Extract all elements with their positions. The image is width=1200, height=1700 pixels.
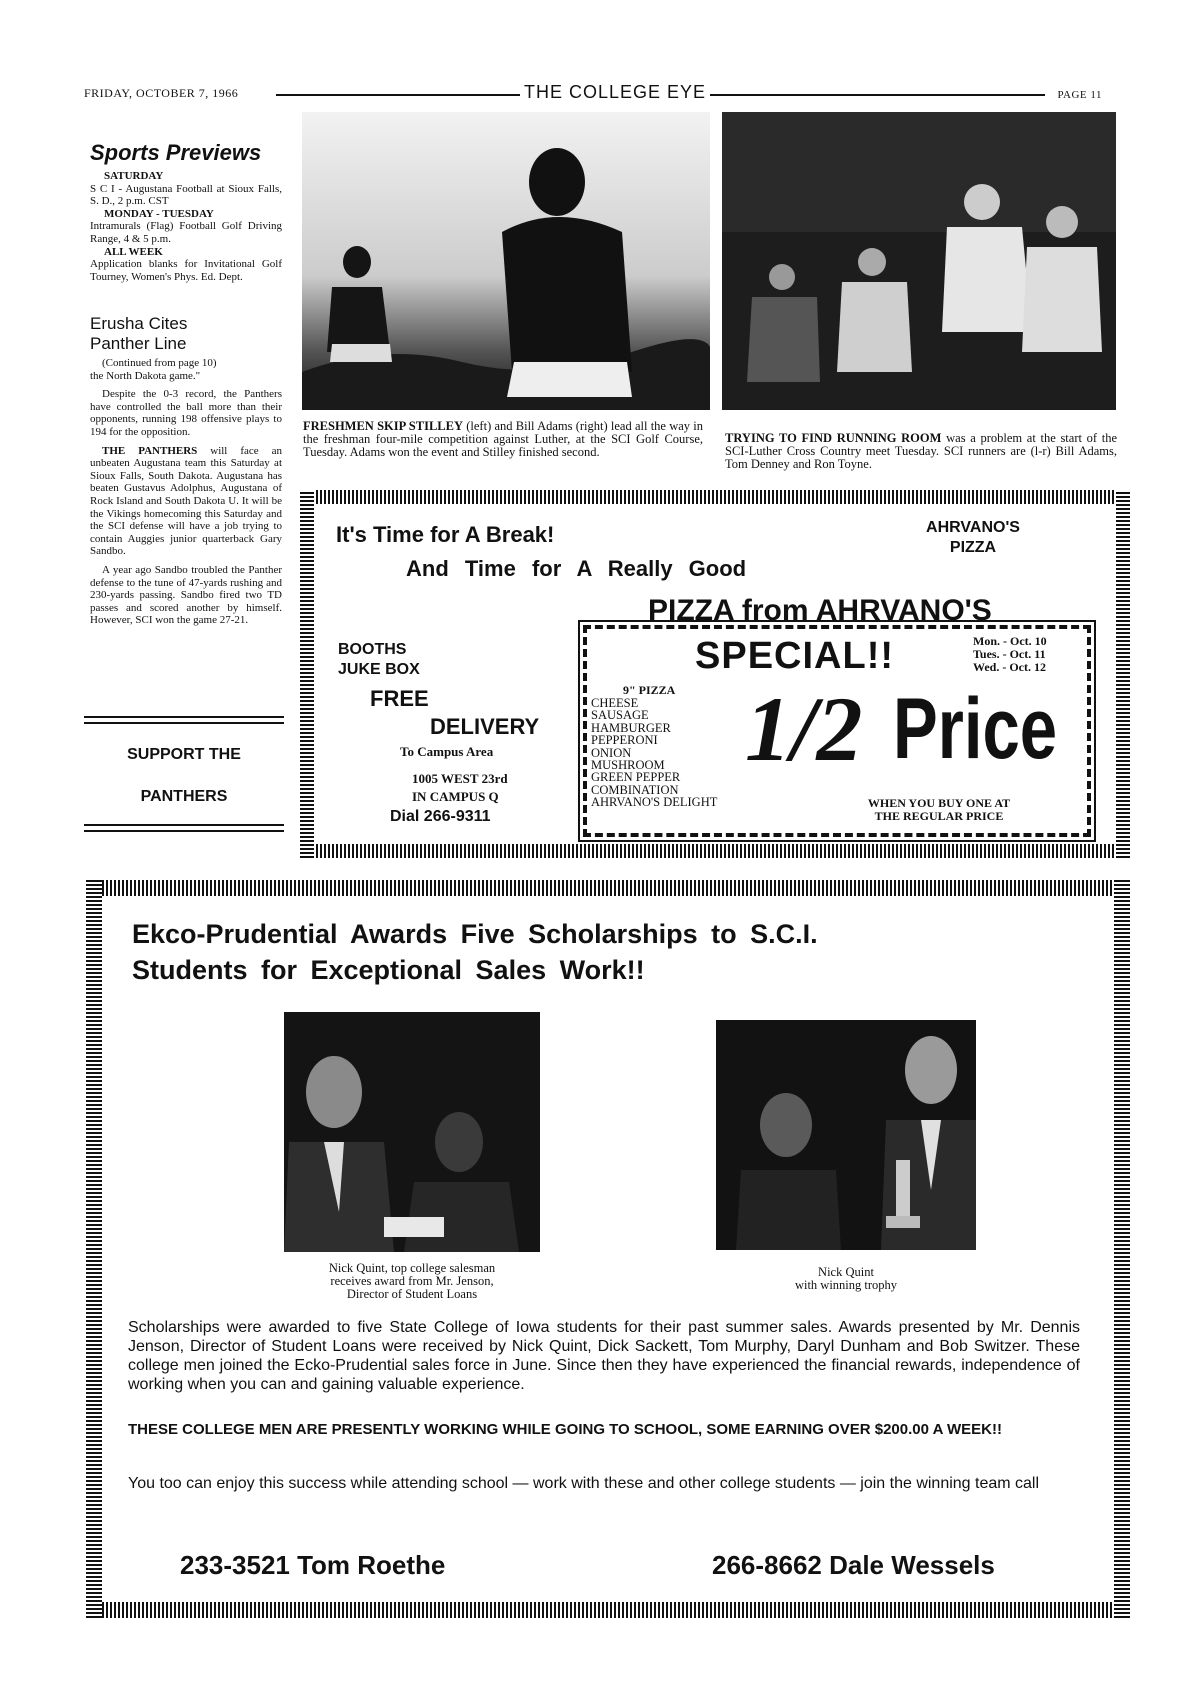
ahrvanos-pizza-ad (300, 490, 1130, 858)
paragraph-text: will face an unbeaten Augustana team this Saturday at Sioux Falls, South Dakota. Augustana has beaten Gustavus Adolphus, Augustana of Rock Island and South Dakota U. It will be the Vikings homecoming this Saturday and the SCI defense will have a job trying to contain Auggies junior quarterback Gary Sandbo. (90, 444, 282, 558)
photo2-ekco-caption (716, 1266, 976, 1292)
address-line2: IN CAMPUS Q (412, 789, 499, 804)
caption-line: Nick Quint, top college salesman (328, 1261, 496, 1275)
trophy-photo (716, 1020, 976, 1250)
ad-banner: PIZZA from AHRVANO'S (648, 594, 992, 627)
header-rule-right (700, 94, 1045, 96)
ad-phone: Dial 266-9311 (390, 808, 491, 825)
brand-line1: AHRVANO'S (926, 519, 1020, 536)
caption-lead: FRESHMEN SKIP STILLEY (303, 419, 463, 433)
ad-headline2: And Time for A Really Good (406, 556, 747, 581)
offer-terms-line1: WHEN YOU BUY ONE AT (867, 796, 1011, 810)
caption-line: Nick Quint (818, 1265, 874, 1279)
erusha-headline-line1: Erusha Cites (90, 314, 188, 333)
article-paragraph: the North Dakota game." (90, 369, 201, 382)
photo1-caption (303, 420, 703, 459)
menu-item: SAUSAGE (591, 708, 649, 723)
ekco-prudential-ad (86, 880, 1130, 1618)
ekco-bold-statement: THESE COLLEGE MEN ARE PRESENTLY WORKING WHILE GOING TO SCHOOL, SOME EARNING OVER $200.00 A WEEK!! (128, 1421, 1002, 1438)
special-date: Wed. - Oct. 12 (973, 660, 1046, 674)
ad-border-left (300, 490, 314, 858)
schedule-text: Application blanks for Invitational Golf Tourney, Women's Phys. Ed. Dept. (90, 258, 282, 283)
masthead-title: THE COLLEGE EYE (520, 82, 710, 103)
ekco-body-text: Scholarships were awarded to five State College of Iowa students for their past summer sales. Awards presented by Mr. Dennis Jenson, Director of Student Loans were received by Nick Quint, Dick Sackett, Tom Murphy, Daryl Dunham and Bob Switzer. These college men joined the Ecko-Prudential sales force in June. Since then they have experienced the financial rewards, independence of working when you can and gaining valuable experience. (128, 1319, 1080, 1393)
offer-terms (839, 797, 1039, 823)
ad-headline1: It's Time for A Break! (336, 522, 555, 547)
pizza-size: 9" PIZZA (623, 683, 676, 697)
special-offer-box (583, 625, 1091, 837)
menu-item: HAMBURGER (591, 720, 671, 735)
photo2-caption (725, 432, 1117, 471)
cross-country-start-photo (722, 112, 1116, 410)
ekco-headline-line1: Ekco-Prudential Awards Five Scholarships to S.C.I. (132, 919, 818, 949)
sports-schedule (90, 170, 282, 283)
article-paragraph: Despite the 0-3 record, the Panthers have controlled the ball more than their opponents, running 198 offensive plays to 194 for the opposition. (90, 388, 282, 438)
ekco-headline-line2: Students for Exceptional Sales Work!! (132, 955, 645, 985)
amenity-booths: BOOTHS (338, 641, 407, 658)
photo-runners-art (722, 112, 1116, 410)
caption-text: (left) and Bill Adams (right) lead all the way in the freshman four-mile competition against Luther, at the SCI Golf Course, Tuesday. Adams won the event and Stilley finished second. (303, 419, 704, 459)
runners-silhouette-photo (302, 112, 710, 410)
menu-item: GREEN PEPPER (591, 770, 681, 785)
photo-award-art (284, 1012, 540, 1252)
menu-item: COMBINATION (591, 782, 679, 797)
menu-item: CHEESE (591, 696, 639, 710)
offer-terms-line2: THE REGULAR PRICE (874, 809, 1004, 823)
ad-border-bottom (300, 844, 1130, 858)
price-word: Price (893, 681, 1058, 777)
special-date: Mon. - Oct. 10 (973, 634, 1047, 648)
continued-note: (Continued from page 10) (102, 357, 217, 369)
ekco-border-left (86, 880, 102, 1618)
caption-line: Director of Student Loans (346, 1287, 478, 1301)
special-date: Tues. - Oct. 11 (973, 647, 1046, 661)
ad-border-right (1116, 490, 1130, 858)
ad-free: FREE (370, 686, 429, 711)
ad-campus-area: To Campus Area (400, 744, 494, 759)
amenity-jukebox: JUKE BOX (338, 661, 420, 678)
photo-silhouette-art (302, 112, 710, 410)
page-number: PAGE 11 (1057, 89, 1102, 101)
ad-address (412, 770, 508, 806)
menu-item: AHRVANO'S DELIGHT (591, 795, 718, 810)
schedule-day: SATURDAY (104, 170, 164, 182)
ekco-border-right (1114, 880, 1130, 1618)
photo1-ekco-caption (262, 1262, 562, 1301)
menu-item: PEPPERONI (591, 733, 658, 748)
ekco-call-to-action: You too can enjoy this success while attending school — work with these and other college students — join the winning team call (128, 1475, 1040, 1492)
schedule-day: MONDAY - TUESDAY (104, 207, 214, 220)
ad-border-top (300, 490, 1130, 504)
schedule-day: ALL WEEK (104, 245, 163, 258)
article-paragraph: A year ago Sandbo troubled the Panther defense to the tune of 47-yards rushing and 230-yards passing. Sandbo fired two TD passes and scored another by himself. However, SCI won the game 27-21. (90, 563, 282, 627)
photo-trophy-art (716, 1020, 976, 1250)
header-rule-left (276, 94, 522, 96)
ad-delivery: DELIVERY (430, 714, 540, 739)
support-line2: PANTHERS (140, 788, 228, 805)
ekco-border-top (86, 880, 1130, 896)
erusha-headline-line2: Panther Line (90, 334, 187, 353)
support-panthers-box (84, 716, 284, 838)
menu-item: MUSHROOM (591, 758, 665, 773)
ekco-border-bottom (86, 1602, 1130, 1618)
support-line1: SUPPORT THE (127, 746, 241, 763)
address-line1: 1005 WEST 23rd (412, 771, 508, 786)
brand-line2: PIZZA (949, 539, 997, 556)
divider (84, 716, 284, 724)
contact-tom-roethe: 233-3521 Tom Roethe (180, 1550, 446, 1580)
special-heading: SPECIAL!! (695, 635, 894, 677)
contact-dale-wessels: 266-8662 Dale Wessels (712, 1550, 995, 1580)
menu-item: ONION (591, 745, 632, 760)
caption-lead: TRYING TO FIND RUNNING ROOM (725, 431, 942, 445)
caption-line: with winning trophy (794, 1278, 898, 1292)
caption-line: receives award from Mr. Jenson, (330, 1274, 494, 1288)
pizza-menu-list (591, 697, 717, 809)
erusha-article (90, 357, 282, 627)
paragraph-lead: THE PANTHERS (102, 444, 198, 457)
schedule-text: S C I - Augustana Football at Sioux Falls, S. D., 2 p.m. CST (90, 182, 282, 208)
sports-previews-title: Sports Previews (90, 140, 262, 165)
award-presentation-photo (284, 1012, 540, 1252)
half-price-fraction: 1/2 (745, 678, 863, 780)
ekco-headline (132, 916, 818, 988)
caption-text: was a problem at the start of the SCI-Luther Cross Country meet Tuesday. SCI runners are (l-r) Bill Adams, Tom Denney and Ron Toyne. (725, 431, 1117, 471)
issue-date: FRIDAY, OCTOBER 7, 1966 (84, 86, 239, 100)
ad-brand (908, 518, 1038, 558)
erusha-headline (90, 314, 187, 354)
schedule-text: Intramurals (Flag) Football Golf Driving Range, 4 & 5 p.m. (90, 220, 282, 245)
ad-amenities (338, 640, 420, 680)
special-dates (973, 635, 1047, 674)
divider (84, 824, 284, 832)
article-paragraph (90, 445, 282, 558)
